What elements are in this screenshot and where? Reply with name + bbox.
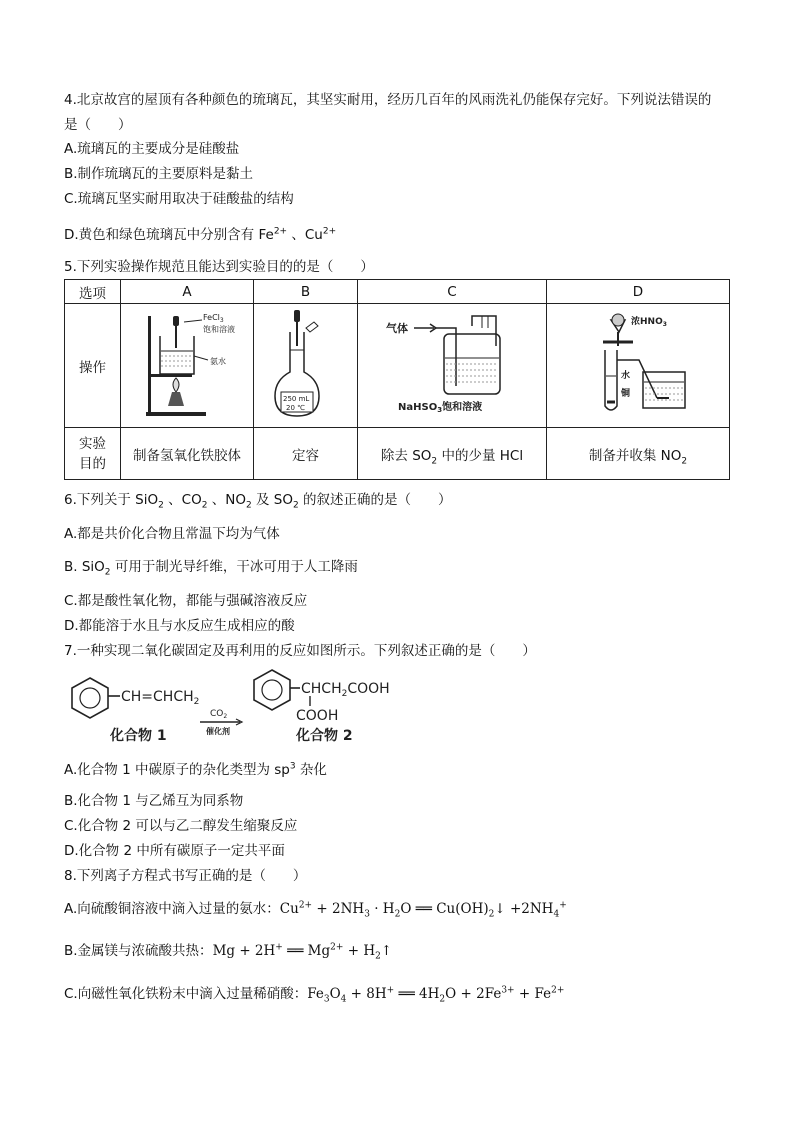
q5-header-a: A — [121, 280, 254, 304]
fig-c-label-nahso3: NaHSO$_3$饱和溶液 — [398, 402, 483, 414]
q5-figure-c — [358, 304, 547, 428]
q5-header-c: C — [358, 280, 547, 304]
q6-option-d: D.都能溶于水且与水反应生成相应的酸 — [64, 618, 295, 634]
q4-stem-line1: 4.北京故宫的屋顶有各种颜色的琉璃瓦，其坚实耐用，经历几百年的风雨洗礼仍能保存完好。下列说法错误的 — [64, 92, 712, 108]
q5-header-b: B — [254, 280, 358, 304]
q4-option-a: A.琉璃瓦的主要成分是硅酸盐 — [64, 141, 240, 157]
q5-operation-row — [65, 304, 730, 428]
q5-header-option: 选项 — [65, 280, 121, 304]
cmpd1-vinyl: $CH=CHCH_2$ — [121, 689, 200, 707]
q7-reaction-scheme — [64, 668, 404, 748]
q4-option-d: D.黄色和绿色琉璃瓦中分别含有 $Fe^{2+}$ 、$Cu^{2+}$ — [64, 226, 337, 243]
fig-d-label-copper: 铜 — [621, 389, 631, 399]
fig-b-label-temp: 20 ℃ — [285, 404, 305, 412]
q6-stem: 6.下列关于 SiO$_2$ 、$CO_2$ 、$NO_2$ 及 $SO_2$ 的叙述正确的是（ ） — [64, 492, 452, 511]
q5-stem: 5.下列实验操作规范且能达到实验目的的是（ ） — [64, 259, 374, 275]
q7-option-b: B.化合物 1 与乙烯互为同系物 — [64, 793, 244, 809]
q5-purpose-label: 实验 目的 — [65, 428, 121, 480]
q6-option-c: C.都是酸性氧化物，都能与强碱溶液反应 — [64, 593, 308, 609]
q5-header-row — [65, 280, 730, 304]
q5-figure-b — [254, 304, 358, 428]
q7-option-c: C.化合物 2 可以与乙二醇发生缩聚反应 — [64, 818, 298, 834]
q5-operation-label: 操作 — [65, 304, 121, 428]
q7-option-d: D.化合物 2 中所有碳原子一定共平面 — [64, 843, 285, 859]
q7-option-a: A.化合物 1 中碳原子的杂化类型为 $sp^3$ 杂化 — [64, 761, 327, 778]
arrow-co2: $CO_2$ — [210, 709, 228, 720]
q6-option-b: B. SiO$_2$ 可用于制光导纤维，干冰可用于人工降雨 — [64, 559, 358, 578]
q5-table — [64, 279, 730, 480]
fig-a-label-ammonia: 氨水 — [210, 357, 226, 366]
fig-b-label-volume: 250 mL — [282, 395, 309, 403]
q5-purpose-c: 除去 $SO_2$ 中的少量 HCl — [358, 428, 547, 480]
q8-option-a: A.向硫酸铜溶液中滴入过量的氨水：$Cu^{2+} + 2NH_3 \cdot H_2O$ ══ $Cu(OH)_2↓ +2NH_4^+$ — [64, 900, 567, 920]
cmpd2-cooh: COOH — [296, 708, 339, 724]
q8-option-c: C.向磁性氧化铁粉末中滴入过量稀硝酸：$Fe_3O_4 + 8H^+$ ══ $4H_2O + 2Fe^{3+} + Fe^{2+}$ — [64, 985, 565, 1005]
q5-purpose-b: 定容 — [254, 428, 358, 480]
fig-d-label-water: 水 — [621, 371, 631, 381]
q7-stem: 7.一种实现二氧化碳固定及再利用的反应如图所示。下列叙述正确的是（ ） — [64, 643, 536, 659]
q8-option-b: B.金属镁与浓硫酸共热：Mg + 2H+ ══ $Mg^{2+}$ + $H_2↑$ — [64, 942, 393, 962]
fig-a-label-saturated: 饱和溶液 — [203, 325, 235, 334]
q5-figure-a — [121, 304, 254, 428]
q8-stem: 8.下列离子方程式书写正确的是（ ） — [64, 868, 307, 884]
cmpd2-label: 化合物 2 — [296, 728, 353, 744]
fig-a-label-fecl3: FeCl$_3$ — [203, 313, 224, 324]
q4-option-b: B.制作琉璃瓦的主要原料是黏土 — [64, 166, 254, 182]
fig-d-label-hno3: 浓$HNO_3$ — [631, 317, 667, 328]
q6-option-a: A.都是共价化合物且常温下均为气体 — [64, 526, 280, 542]
cmpd2-chain: $CHCH_2COOH$ — [301, 681, 390, 699]
fig-c-label-gas: 气体 — [386, 322, 408, 335]
q5-purpose-a: 制备氢氧化铁胶体 — [121, 428, 254, 480]
q4-stem-line2: 是（ ） — [64, 117, 132, 133]
q5-purpose-d: 制备并收集 $NO_2$ — [547, 428, 730, 480]
q5-figure-d — [547, 304, 730, 428]
q5-purpose-row — [65, 428, 730, 480]
q5-header-d: D — [547, 280, 730, 304]
cmpd1-label: 化合物 1 — [110, 728, 167, 744]
q4-option-c: C.琉璃瓦坚实耐用取决于硅酸盐的结构 — [64, 191, 294, 207]
arrow-catalyst: 催化剂 — [206, 727, 230, 736]
